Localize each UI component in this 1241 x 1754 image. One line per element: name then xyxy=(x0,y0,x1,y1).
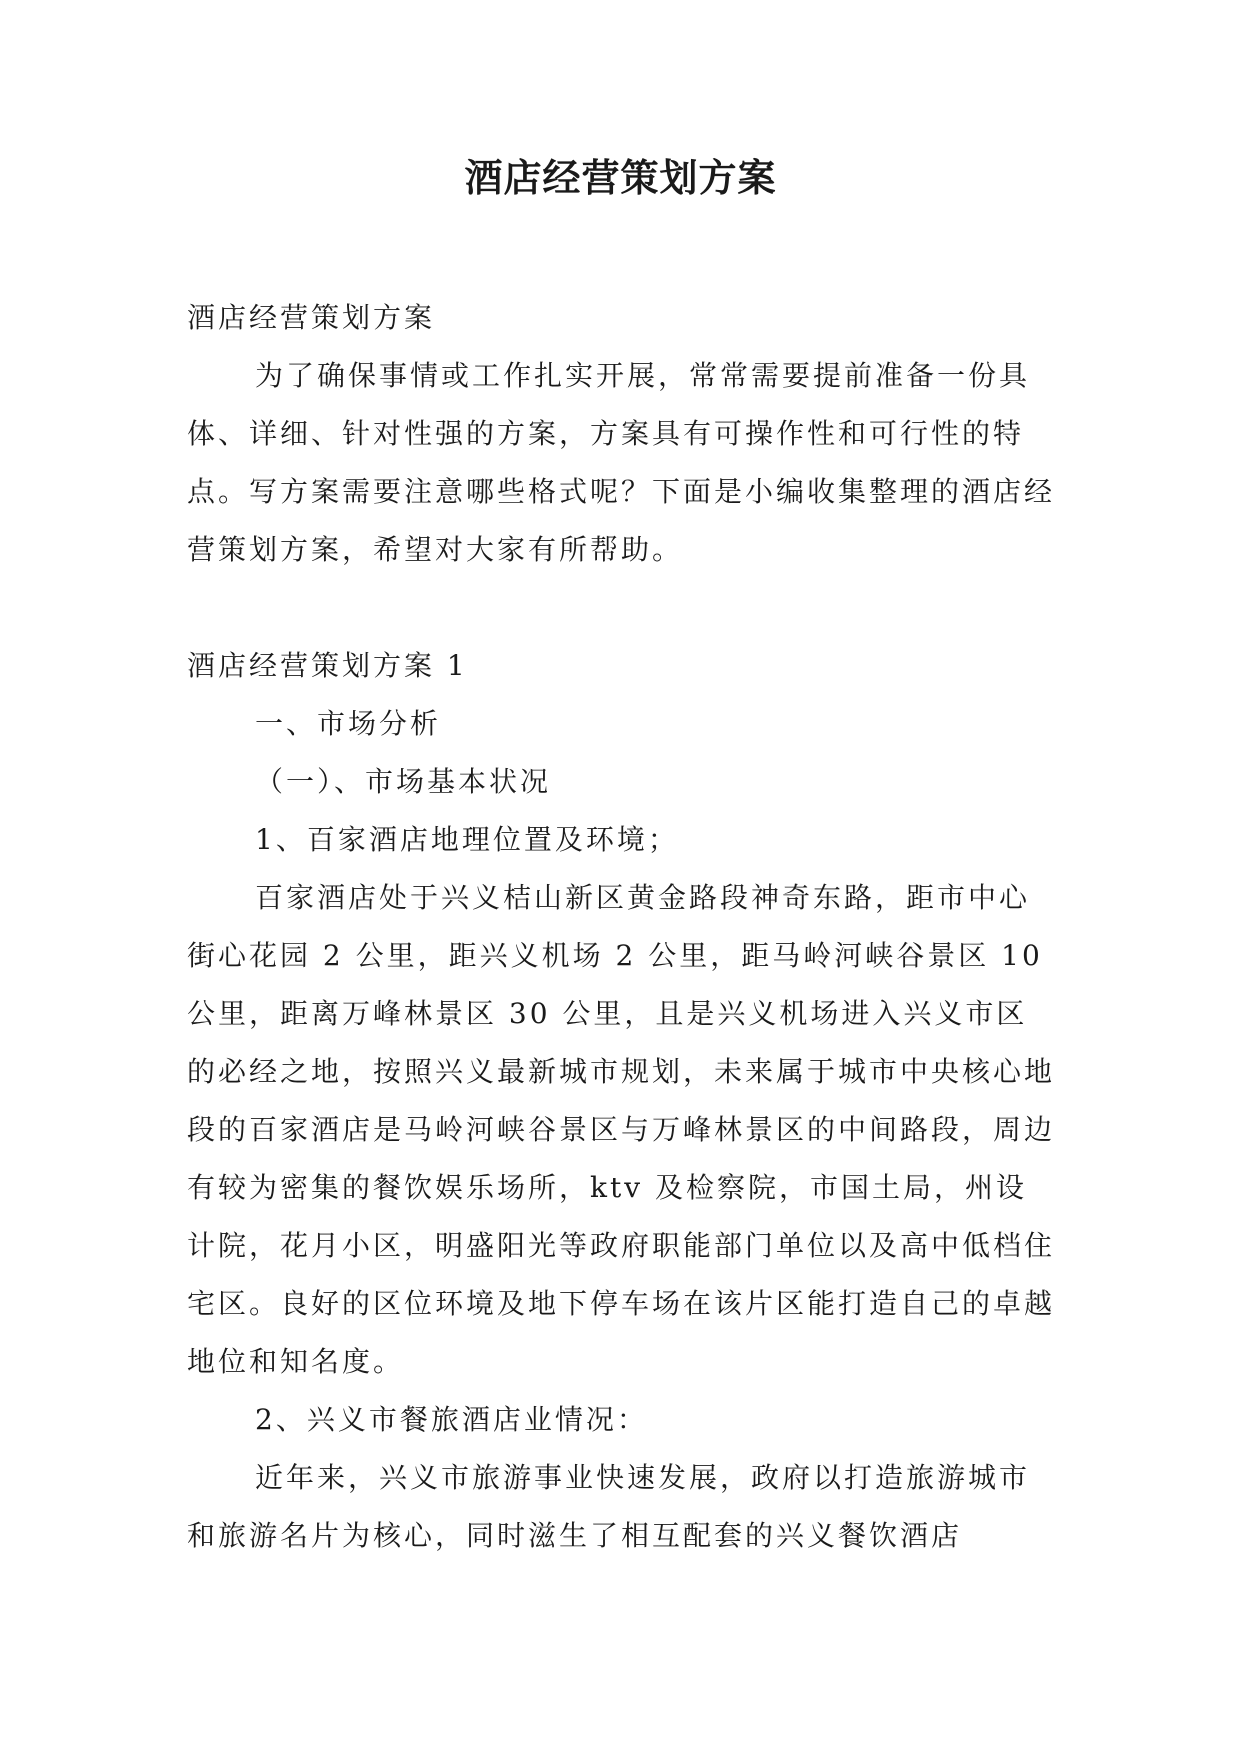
document-body xyxy=(187,289,1055,1565)
item-body-location: 百家酒店处于兴义桔山新区黄金路段神奇东路，距市中心街心花园 2 公里，距兴义机场 2 公里，距马岭河峡谷景区 10 公里，距离万峰林景区 30 公里，且是兴义机场进入兴义市区的必经之地，按照兴义最新城市规划，未来属于城市中央核心地段的百家酒店是马岭河峡谷景区与万峰林景区的中间路段，周边有较为密集的餐饮娱乐场所，ktv 及检察院，市国土局，州设计院，花月小区，明盛阳光等政府职能部门单位以及高中低档住宅区。良好的区位环境及地下停车场在该片区能打造自己的卓越地位和知名度。 xyxy=(187,881,1056,1378)
item-heading-industry: 2、兴义市餐旅酒店业情况： xyxy=(255,1403,648,1436)
document-title: 酒店经营策划方案 xyxy=(464,155,777,200)
intro-paragraph: 为了确保事情或工作扎实开展，常常需要提前准备一份具体、详细、针对性强的方案，方案具有可操作性和可行性的特点。写方案需要注意哪些格式呢？下面是小编收集整理的酒店经营策划方案，希望对大家有所帮助。 xyxy=(187,359,1056,566)
item-body-industry: 近年来，兴义市旅游事业快速发展，政府以打造旅游城市和旅游名片为核心，同时滋生了相互配套的兴义餐饮酒店 xyxy=(187,1461,1031,1552)
subsection-heading-basic-status: （一）、市场基本状况 xyxy=(255,765,552,798)
paragraph-spacer xyxy=(187,579,1055,637)
item-heading-location: 1、百家酒店地理位置及环境； xyxy=(255,823,679,856)
section-heading: 酒店经营策划方案 1 xyxy=(187,649,468,682)
part-heading-market-analysis: 一、市场分析 xyxy=(255,707,442,740)
document-subtitle: 酒店经营策划方案 xyxy=(187,301,436,334)
